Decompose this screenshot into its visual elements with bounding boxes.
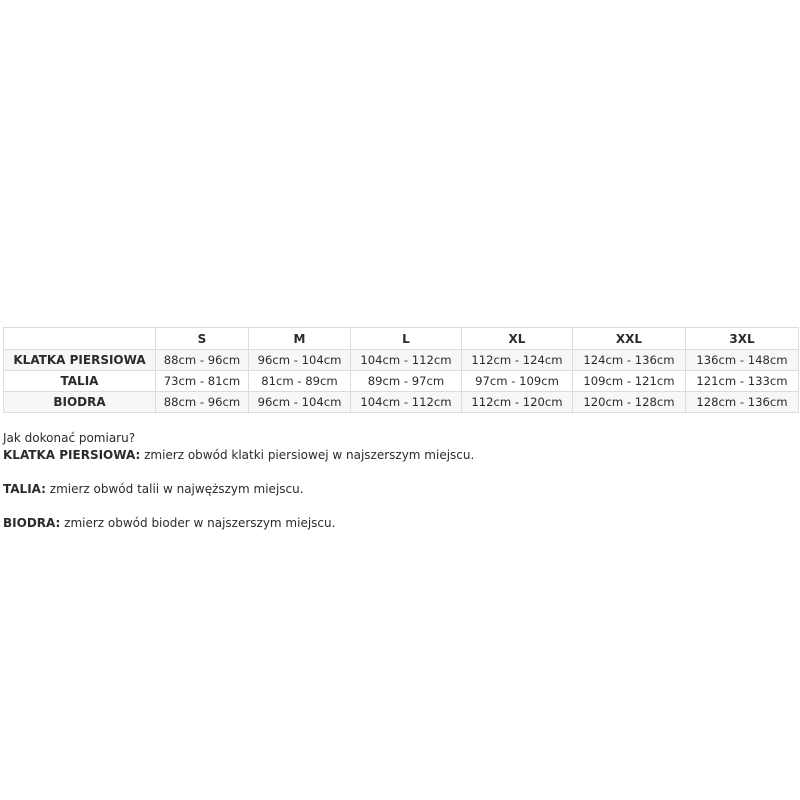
table-cell: 104cm - 112cm: [351, 392, 462, 413]
instruction-text: zmierz obwód bioder w najszerszym miejscu.: [60, 516, 336, 530]
table-cell: 120cm - 128cm: [573, 392, 686, 413]
row-label-hips: BIODRA: [4, 392, 156, 413]
instruction-text: zmierz obwód talii w najwęższym miejscu.: [45, 482, 304, 496]
size-header-3xl: 3XL: [686, 328, 799, 350]
row-label-chest: KLATKA PIERSIOWA: [4, 350, 156, 371]
table-cell: 121cm - 133cm: [686, 371, 799, 392]
table-cell: 136cm - 148cm: [686, 350, 799, 371]
table-row-hips: [4, 392, 799, 413]
table-cell: 112cm - 120cm: [462, 392, 573, 413]
table-row-waist: [4, 371, 799, 392]
corner-cell: [4, 328, 156, 350]
size-header-l: L: [351, 328, 462, 350]
table-cell: 96cm - 104cm: [249, 392, 351, 413]
size-header-xl: XL: [462, 328, 573, 350]
table-cell: 97cm - 109cm: [462, 371, 573, 392]
size-chart-table: [3, 327, 799, 413]
measurement-instructions: [3, 430, 793, 549]
size-header-xxl: XXL: [573, 328, 686, 350]
table-cell: 81cm - 89cm: [249, 371, 351, 392]
instructions-intro: Jak dokonać pomiaru?: [3, 431, 136, 445]
instruction-hips: [3, 515, 793, 532]
instruction-waist: [3, 481, 793, 498]
table-cell: 89cm - 97cm: [351, 371, 462, 392]
table-cell: 104cm - 112cm: [351, 350, 462, 371]
table-cell: 128cm - 136cm: [686, 392, 799, 413]
table-cell: 73cm - 81cm: [156, 371, 249, 392]
table-cell: 88cm - 96cm: [156, 350, 249, 371]
instruction-chest: [3, 447, 793, 464]
table-cell: 109cm - 121cm: [573, 371, 686, 392]
table-row-chest: [4, 350, 799, 371]
instruction-text: zmierz obwód klatki piersiowej w najszerszym miejscu.: [140, 448, 475, 462]
instruction-term: KLATKA PIERSIOWA:: [3, 448, 141, 462]
size-header-s: S: [156, 328, 249, 350]
instruction-term: TALIA:: [3, 482, 46, 496]
instruction-term: BIODRA:: [3, 516, 61, 530]
table-cell: 112cm - 124cm: [462, 350, 573, 371]
size-header-row: [4, 328, 799, 350]
size-header-m: M: [249, 328, 351, 350]
row-label-waist: TALIA: [4, 371, 156, 392]
table-cell: 124cm - 136cm: [573, 350, 686, 371]
table-cell: 96cm - 104cm: [249, 350, 351, 371]
table-cell: 88cm - 96cm: [156, 392, 249, 413]
